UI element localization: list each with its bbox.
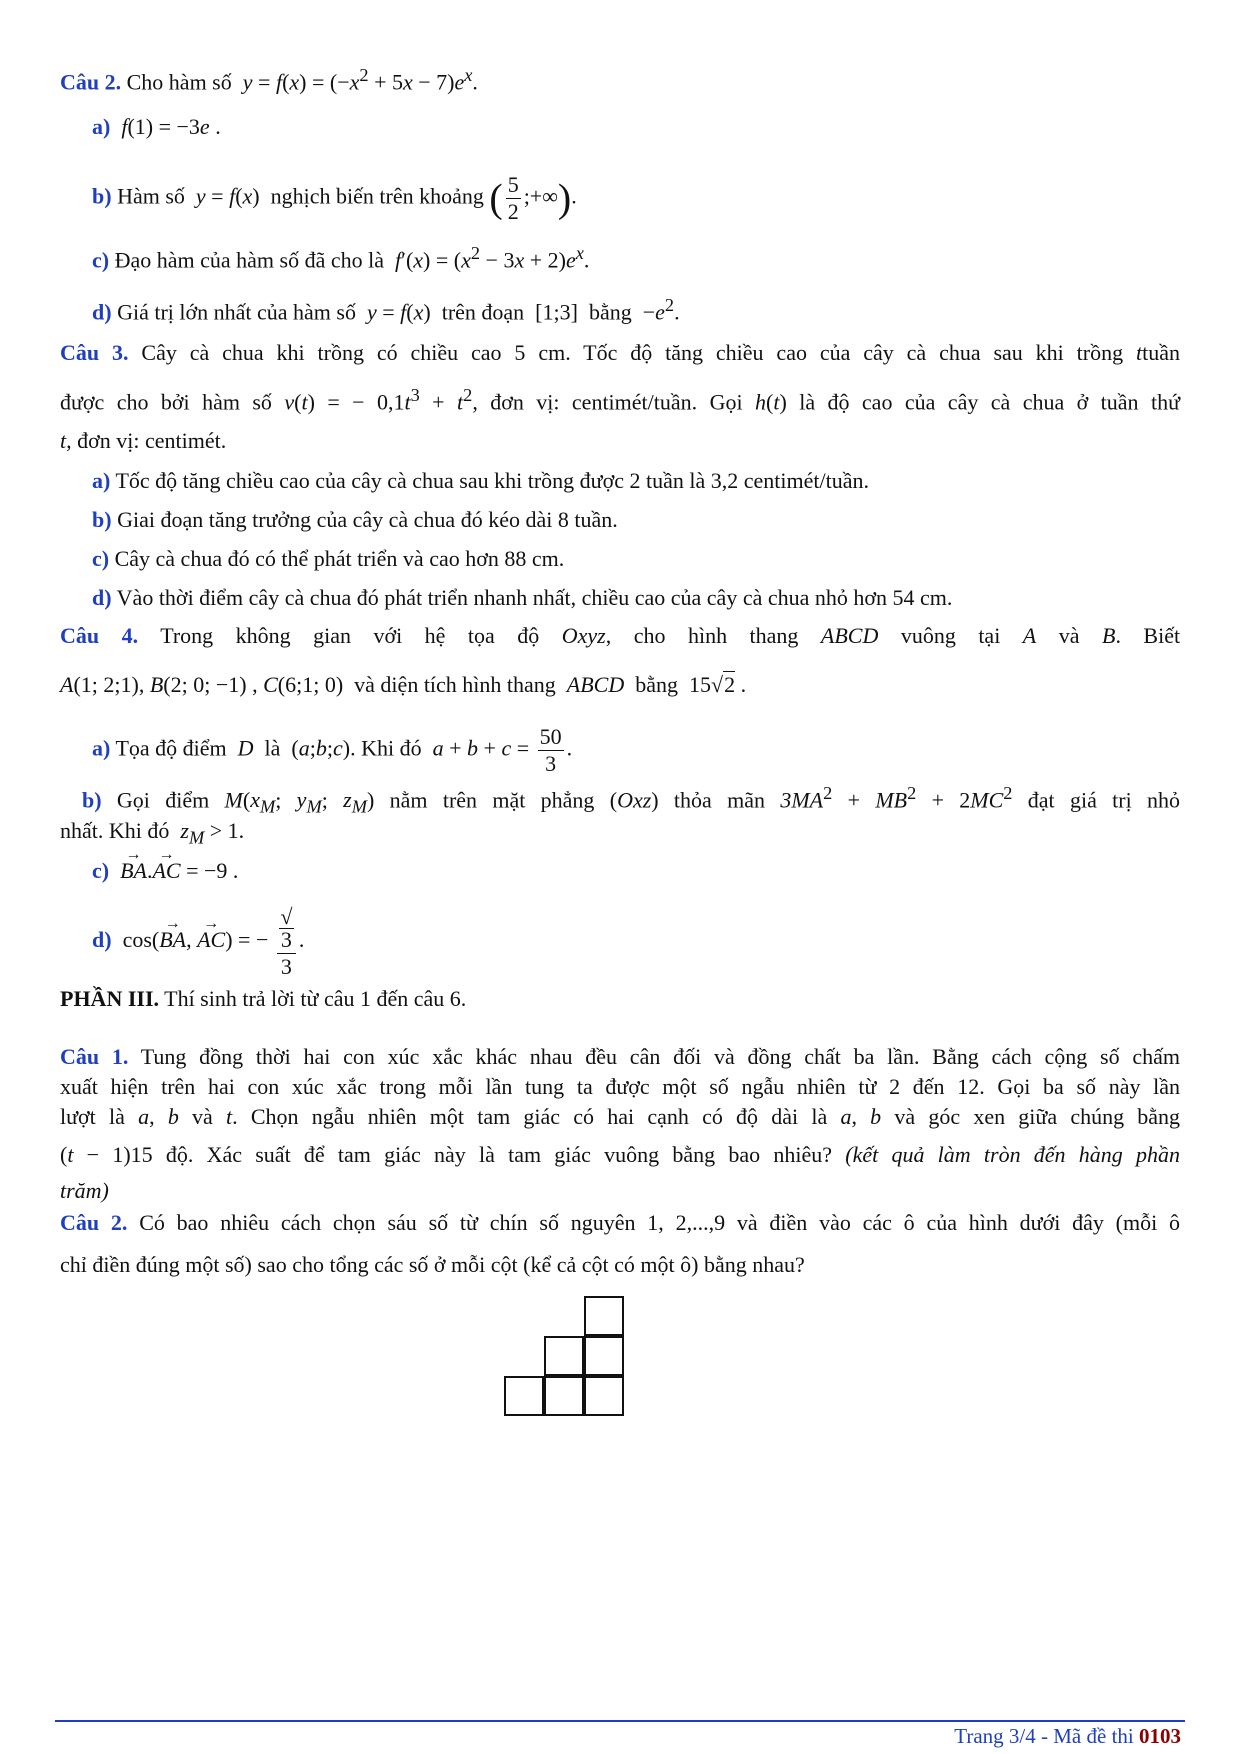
q3-option-b: b) Giai đoạn tăng trưởng của cây cà chua đó kéo dài 8 tuần. — [92, 507, 618, 532]
p3q1-line1: Câu 1. Tung đồng thời hai con xúc xắc khác nhau đều cân đối và đồng chất ba lần. Bằng cách cộng số chấm — [60, 1044, 1180, 1069]
q2-option-b: b) Hàm số y = f(x) nghịch biến trên khoảng ( $\frac{5}{2}$ ;+∞). — [92, 172, 577, 224]
page-footer: Trang 3/4 - Mã đề thi 0103 — [954, 1724, 1181, 1748]
grid-cell — [584, 1376, 624, 1416]
q4-label: Câu 4. — [60, 623, 139, 648]
q4-option-a: a) Tọa độ điểm D là (a;b;c). Khi đó a + b + c = $\frac{50}{3}$ . — [92, 724, 573, 776]
grid-cell — [504, 1376, 544, 1416]
grid-cell — [544, 1336, 584, 1376]
q2-option-c: c) Đạo hàm của hàm số đã cho là $f'(x) = (x^2 - 3x + 2)e^x$. — [92, 243, 590, 273]
q3-line3: t, đơn vị: centimét. — [60, 428, 227, 453]
q4-option-c: c) → BA.→ AC = −9 . — [92, 856, 1212, 886]
q3-line2: được cho bởi hàm số v(t) = − $0,1t^3 + t^2$, đơn vị: centimét/tuần. Gọi h(t) là độ cao của cây cà chua ở tuần thứ — [60, 385, 1181, 415]
q3-option-d: d) Vào thời điểm cây cà chua đó phát triển nhanh nhất, chiều cao của cây cà chua nhỏ hơn 54 cm. — [92, 585, 953, 610]
q4-option-b-line2: nhất. Khi đó $z_M > 1$. — [60, 818, 245, 848]
p3q1-line3: lượt là a, b và t. Chọn ngẫu nhiên một tam giác có hai cạnh có độ dài là a, b và góc xen giữa chúng bằng — [60, 1104, 1181, 1129]
p3q1-line4: (t − 1)15 độ. Xác suất để tam giác này là tam giác vuông bằng bao nhiêu? (kết quả làm tròn đến hàng phần — [60, 1142, 1181, 1167]
p3q2-line1: Câu 2. Có bao nhiêu cách chọn sáu số từ chín số nguyên 1, 2,...,9 và điền vào các ô của hình dưới đây (mỗi ô — [60, 1210, 1180, 1235]
q4-option-b: b) Gọi điểm $M(x_M$; $y_M$; $z_M$) nằm trên mặt phẳng (Oxz) thỏa mãn $3MA^2 + MB^2 + 2MC^2$ đạt giá trị nhỏ — [82, 783, 1181, 817]
p3q2-label: Câu 2. — [60, 1210, 128, 1235]
q4-line1: Câu 4. Trong không gian với hệ tọa độ Oxyz, cho hình thang ABCD vuông tại A và B. Biết — [60, 623, 1181, 648]
q4-line2: A(1; 2;1), B(2; 0; −1) , C(6;1; 0) và diện tích hình thang ABCD bằng 15√2 . — [60, 672, 747, 697]
q2-function: y — [242, 69, 253, 95]
q2-stem: Câu 2. Cho hàm số $y = f(x) = (-x^2 + 5x - 7)e^x$. — [60, 65, 478, 95]
p3q1-line2: xuất hiện trên hai con xúc xắc trong mỗi lần tung ta được một số ngẫu nhiên từ 2 đến 12. Gọi ba số này lần — [60, 1074, 1181, 1099]
exam-code: 0103 — [1139, 1724, 1181, 1748]
p3q1-label: Câu 1. — [60, 1044, 129, 1069]
q3-option-a: a) Tốc độ tăng chiều cao của cây cà chua sau khi trồng được 2 tuần là 3,2 centimét/tuần. — [92, 468, 869, 493]
q3-line1: Câu 3. Cây cà chua khi trồng có chiều cao 5 cm. Tốc độ tăng chiều cao của cây cà chua sau khi trồng ttuần — [60, 340, 1181, 365]
grid-cell — [584, 1296, 624, 1336]
q3-label: Câu 3. — [60, 340, 129, 365]
part3-heading: PHẦN III. Thí sinh trả lời từ câu 1 đến câu 6. — [60, 986, 467, 1011]
p3q1-line5: trăm) — [60, 1178, 109, 1203]
p3q2-line2: chỉ điền đúng một số) sao cho tổng các số ở mỗi cột (kể cả cột có một ô) bằng nhau? — [60, 1252, 805, 1277]
q4-option-d: d) cos(→ BA, → AC) = − √ 3 3 . — [92, 906, 1212, 978]
footer-divider — [55, 1720, 1185, 1722]
grid-cell — [584, 1336, 624, 1376]
q2-option-d: d) Giá trị lớn nhất của hàm số y = f(x) trên đoạn [1;3] bằng $-e^2$. — [92, 295, 680, 325]
q3-option-c: c) Cây cà chua đó có thể phát triển và cao hơn 88 cm. — [92, 546, 565, 571]
q2-label: Câu 2. — [60, 69, 122, 95]
q2-option-a: a) f(1) = −3e . — [92, 114, 221, 139]
grid-cell — [544, 1376, 584, 1416]
